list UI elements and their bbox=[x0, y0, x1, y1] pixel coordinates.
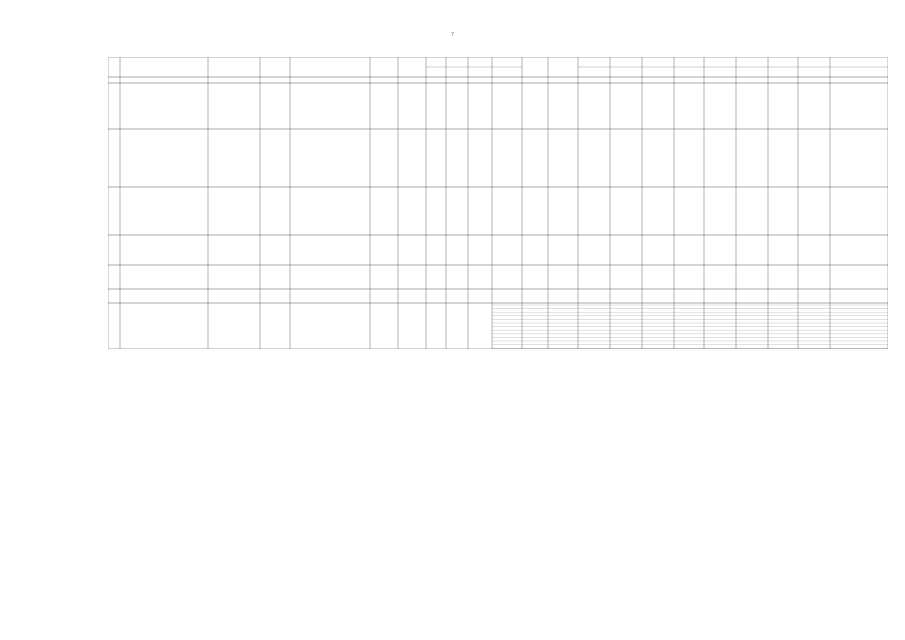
table-grid bbox=[108, 57, 888, 349]
page-number: 7 bbox=[451, 32, 454, 38]
data-table bbox=[108, 57, 888, 349]
